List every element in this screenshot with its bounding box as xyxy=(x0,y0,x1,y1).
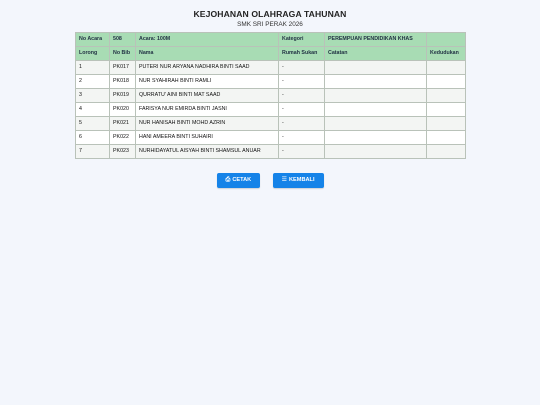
col-kedudukan: Kedudukan xyxy=(427,47,466,61)
col-no-bib: No Bib xyxy=(110,47,136,61)
rank-cell[interactable] xyxy=(427,103,466,117)
note-cell[interactable] xyxy=(325,75,427,89)
lane-cell: 5 xyxy=(76,117,110,131)
event-info-row xyxy=(76,33,466,47)
house-cell: - xyxy=(279,145,325,159)
lane-cell: 7 xyxy=(76,145,110,159)
bib-cell: PK018 xyxy=(110,75,136,89)
results-table xyxy=(75,32,466,159)
note-cell[interactable] xyxy=(325,131,427,145)
print-icon: ⎙ xyxy=(225,177,231,183)
house-cell: - xyxy=(279,131,325,145)
table-row xyxy=(76,103,466,117)
note-cell[interactable] xyxy=(325,145,427,159)
note-cell[interactable] xyxy=(325,89,427,103)
name-cell: HANI AMEERA BINTI SUHAIRI xyxy=(136,131,279,145)
bib-cell: PK019 xyxy=(110,89,136,103)
rank-cell[interactable] xyxy=(427,89,466,103)
table-row xyxy=(76,117,466,131)
house-cell: - xyxy=(279,61,325,75)
column-header-row xyxy=(76,47,466,61)
back-button[interactable] xyxy=(273,173,324,188)
name-cell: NUR SYAHIRAH BINTI RAMLI xyxy=(136,75,279,89)
lane-cell: 1 xyxy=(76,61,110,75)
page-title: KEJOHANAN OLAHRAGA TAHUNAN xyxy=(193,9,347,19)
table-row xyxy=(76,75,466,89)
bib-cell: PK022 xyxy=(110,131,136,145)
bib-cell: PK021 xyxy=(110,117,136,131)
col-lorong: Lorong xyxy=(76,47,110,61)
table-row xyxy=(76,89,466,103)
no-acara-value: 508 xyxy=(110,33,136,47)
house-cell: - xyxy=(279,89,325,103)
table-row xyxy=(76,145,466,159)
lane-cell: 6 xyxy=(76,131,110,145)
kategori-empty-cell xyxy=(427,33,466,47)
lane-cell: 3 xyxy=(76,89,110,103)
house-cell: - xyxy=(279,117,325,131)
note-cell[interactable] xyxy=(325,103,427,117)
print-button[interactable] xyxy=(217,173,261,188)
page-subtitle: SMK SRI PERAK 2026 xyxy=(237,21,303,28)
list-icon: ☰ xyxy=(281,177,288,183)
bib-cell: PK017 xyxy=(110,61,136,75)
name-cell: NUR HANISAH BINTI MOHD AZRIN xyxy=(136,117,279,131)
lane-cell: 4 xyxy=(76,103,110,117)
kategori-label: Kategori xyxy=(279,33,325,47)
print-button-label: CETAK xyxy=(232,177,252,183)
no-acara-label: No Acara xyxy=(76,33,110,47)
bib-cell: PK020 xyxy=(110,103,136,117)
note-cell[interactable] xyxy=(325,117,427,131)
rank-cell[interactable] xyxy=(427,131,466,145)
bib-cell: PK023 xyxy=(110,145,136,159)
lane-cell: 2 xyxy=(76,75,110,89)
rank-cell[interactable] xyxy=(427,61,466,75)
name-cell: NURHIDAYATUL AISYAH BINTI SHAMSUL ANUAR xyxy=(136,145,279,159)
rank-cell[interactable] xyxy=(427,145,466,159)
acara-label: Acara: 100M xyxy=(136,33,279,47)
col-catatan: Catatan xyxy=(325,47,427,61)
name-cell: PUTERI NUR ARYANA NADHIRA BINTI SAAD xyxy=(136,61,279,75)
col-nama: Nama xyxy=(136,47,279,61)
name-cell: FARISYA NUR EMIRDA BINTI JASNI xyxy=(136,103,279,117)
col-rumah-sukan: Rumah Sukan xyxy=(279,47,325,61)
back-button-label: KEMBALI xyxy=(289,177,315,183)
house-cell: - xyxy=(279,75,325,89)
house-cell: - xyxy=(279,103,325,117)
kategori-value: PEREMPUAN PENDIDIKAN KHAS xyxy=(325,33,427,47)
table-row xyxy=(76,131,466,145)
rank-cell[interactable] xyxy=(427,75,466,89)
note-cell[interactable] xyxy=(325,61,427,75)
name-cell: QURRATU' AINI BINTI MAT SAAD xyxy=(136,89,279,103)
page-header xyxy=(0,0,540,29)
table-row xyxy=(76,61,466,75)
button-bar xyxy=(0,168,540,188)
rank-cell[interactable] xyxy=(427,117,466,131)
